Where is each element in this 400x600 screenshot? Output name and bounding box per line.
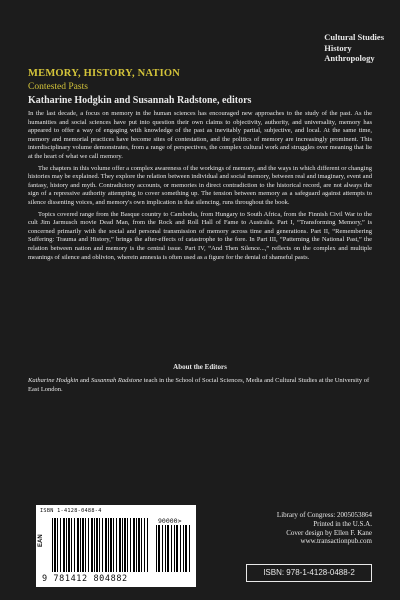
loc-number: Library of Congress: 2005053864 [276,511,372,519]
book-subtitle: Contested Pasts [28,82,88,92]
subject-cultural-studies: Cultural Studies [324,32,384,42]
barcode-digits: 9 781412 804882 [42,574,128,584]
barcode-isbn-label: ISBN 1-4128-0488-4 [40,508,102,514]
description-paragraph-1: In the last decade, a focus on memory in the human sciences has encouraged new approaches to the study of the past. As the humanities and social sciences have put into question their own claims to objectivity, authority, and universality, memory has appeared to offer a way of engaging with knowledge of the past as inevitably partial, subjective, and local. At the same time, memory and memorial practices have become sites of contestation, and the politics of memory are increasingly prominent. This interdisciplinary volume demonstrates, from a range of perspectives, the complex cultural work and struggles over meaning that lie at the heart of what we call memory. [28,110,372,160]
book-editors: Katharine Hodgkin and Susannah Radstone, editors [28,95,252,106]
editor-and: and [78,377,92,384]
barcode-addon-label: 90000> [158,517,182,525]
description-paragraph-2: The chapters in this volume offer a complex awareness of the workings of memory, and the ways in which different or changing histories may be explained. They explore the relation between individual and social memory, between real and imaginary, event and fantasy, history and myth. Contradictory accounts, or memories in direct contradiction to the historical record, are not always the sign of a repressive authority attempting to cover something up. The tension between memory as a safeguard against attempts to silence dissenting voices, and memory's own implication in that silencing, runs throughout the book. [28,164,372,206]
book-title: MEMORY, HISTORY, NATION [28,68,181,79]
isbn-box: ISBN: 978-1-4128-0488-2 [246,564,372,582]
cover-design-credit: Cover design by Ellen F. Kane [286,528,372,537]
subject-anthropology: Anthropology [324,53,375,63]
ean-label: EAN [38,534,44,547]
barcode-addon-bars [156,525,190,572]
about-editors-body: teach in the School of Social Sciences, Media and Cultural Studies at the University of East London. [28,377,370,393]
about-editors-heading: About the Editors [173,363,227,371]
publisher-info [277,511,372,546]
barcode [36,505,196,587]
subject-history: History [324,42,352,53]
publisher-url: www.transactionpub.com [300,537,372,546]
subject-categories [324,32,384,64]
editor-name-1: Katharine Hodgkin [28,377,79,384]
barcode-bars [52,518,148,572]
description-paragraph-3: Topics covered range from the Basque country to Cambodia, from Hungary to South Africa, from the Finnish Civil War to the cult Jim Jarmusch movie Dead Man, from the Rock and Roll Hall of Fame to Australia. Part I, “Transforming Memory,” is concerned primarily with the social and personal transmission of memory across time and generations. Part II, “Remembering Suffering: Trauma and History,” brings the after-effects of catastrophe to the fore. In Part III, “Patterning the National Past,” the relation between nation and memory is the central issue. Part IV, “And Then Silence...,” reflects on the complex and multiple meanings of silence and oblivion, wherein amnesia is often used as a figure for the denial of shameful pasts. [28,210,372,261]
editor-name-2: Susannah Radstone [91,377,143,384]
about-editors-text [28,377,372,394]
printed-in: Printed in the U.S.A. [313,519,372,528]
description [28,110,372,262]
